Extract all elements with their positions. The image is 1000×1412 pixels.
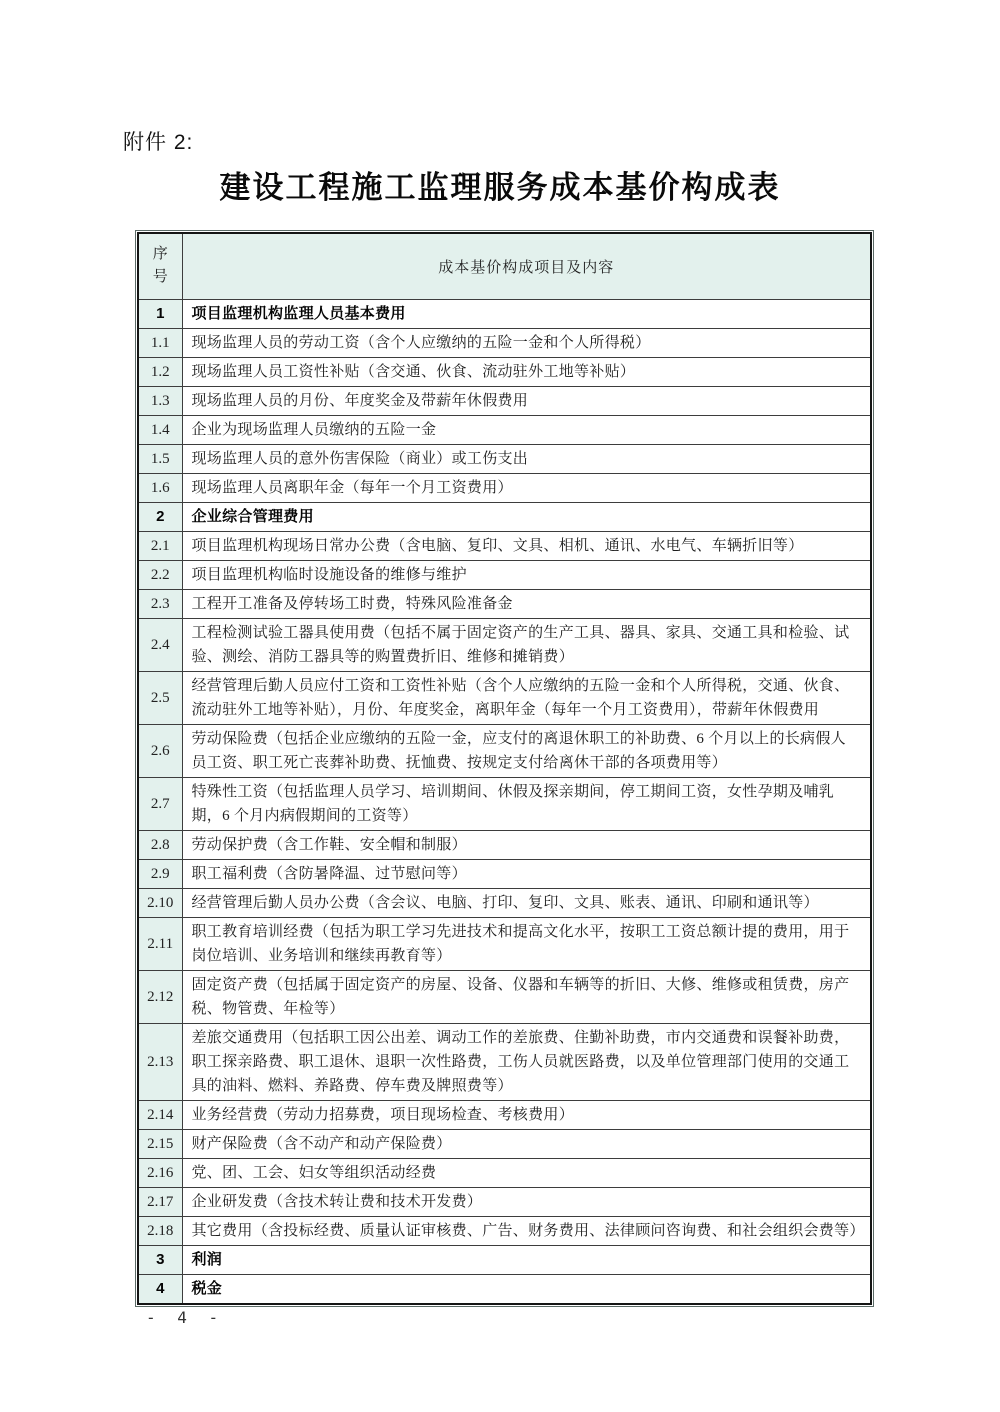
row-number: 2.2 (138, 560, 182, 589)
row-content: 现场监理人员离职年金（每年一个月工资费用） (182, 473, 871, 502)
row-number: 1 (138, 299, 182, 328)
header-cell-content: 成本基价构成项目及内容 (182, 233, 871, 299)
row-number: 2.17 (138, 1187, 182, 1216)
header-number-label: 序号 (152, 246, 168, 286)
row-content: 税金 (182, 1274, 871, 1304)
attachment-label: 附件 2: (123, 131, 194, 154)
table-body (138, 299, 871, 1304)
row-content: 职工教育培训经费（包括为职工学习先进技术和提高文化水平，按职工工资总额计提的费用，用于岗位培训、业务培训和继续再教育等） (182, 917, 871, 970)
table-row (138, 1274, 871, 1304)
row-number: 2.10 (138, 888, 182, 917)
row-content: 项目监理机构临时设施设备的维修与维护 (182, 560, 871, 589)
row-content: 现场监理人员的劳动工资（含个人应缴纳的五险一金和个人所得税） (182, 328, 871, 357)
row-number: 1.6 (138, 473, 182, 502)
row-content: 其它费用（含投标经费、质量认证审核费、广告、财务费用、法律顾问咨询费、和社会组织会费等） (182, 1216, 871, 1245)
row-number: 2.8 (138, 830, 182, 859)
table-row (138, 531, 871, 560)
row-content: 企业研发费（含技术转让费和技术开发费） (182, 1187, 871, 1216)
table-row (138, 888, 871, 917)
table-row (138, 618, 871, 671)
row-content: 财产保险费（含不动产和动产保险费） (182, 1129, 871, 1158)
row-number: 1.5 (138, 444, 182, 473)
table-row (138, 671, 871, 724)
row-number: 1.2 (138, 357, 182, 386)
row-number: 2.12 (138, 970, 182, 1023)
row-content: 劳动保护费（含工作鞋、安全帽和制服） (182, 830, 871, 859)
row-number: 2.14 (138, 1100, 182, 1129)
table-row (138, 589, 871, 618)
row-number: 1.3 (138, 386, 182, 415)
row-number: 2.4 (138, 618, 182, 671)
row-number: 2.6 (138, 724, 182, 777)
table-row (138, 444, 871, 473)
table-row (138, 560, 871, 589)
row-content: 职工福利费（含防暑降温、过节慰问等） (182, 859, 871, 888)
row-content: 经营管理后勤人员办公费（含会议、电脑、打印、复印、文具、账表、通讯、印刷和通讯等） (182, 888, 871, 917)
row-number: 2.15 (138, 1129, 182, 1158)
table-row (138, 415, 871, 444)
row-number: 1.4 (138, 415, 182, 444)
row-number: 2 (138, 502, 182, 531)
table-row (138, 1023, 871, 1100)
row-content: 固定资产费（包括属于固定资产的房屋、设备、仪器和车辆等的折旧、大修、维修或租赁费，房产税、物管费、年检等） (182, 970, 871, 1023)
row-content: 企业为现场监理人员缴纳的五险一金 (182, 415, 871, 444)
cost-composition-table (137, 232, 872, 1305)
table-header (138, 233, 871, 299)
row-content: 工程开工准备及停转场工时费，特殊风险准备金 (182, 589, 871, 618)
table-row (138, 357, 871, 386)
row-number: 2.3 (138, 589, 182, 618)
row-number: 2.9 (138, 859, 182, 888)
row-content: 特殊性工资（包括监理人员学习、培训期间、休假及探亲期间，停工期间工资，女性孕期及哺乳期，6 个月内病假期间的工资等） (182, 777, 871, 830)
table-row (138, 1129, 871, 1158)
row-number: 2.5 (138, 671, 182, 724)
row-content: 劳动保险费（包括企业应缴纳的五险一金，应支付的离退休职工的补助费、6 个月以上的长病假人员工资、职工死亡丧葬补助费、抚恤费、按规定支付给离休干部的各项费用等） (182, 724, 871, 777)
row-number: 2.1 (138, 531, 182, 560)
table-row (138, 299, 871, 328)
row-content: 现场监理人员的意外伤害保险（商业）或工伤支出 (182, 444, 871, 473)
table-row (138, 970, 871, 1023)
row-content: 企业综合管理费用 (182, 502, 871, 531)
row-content: 经营管理后勤人员应付工资和工资性补贴（含个人应缴纳的五险一金和个人所得税，交通、伙食、流动驻外工地等补贴），月份、年度奖金，离职年金（每年一个月工资费用），带薪年休假费用 (182, 671, 871, 724)
row-number: 2.18 (138, 1216, 182, 1245)
row-number: 2.13 (138, 1023, 182, 1100)
row-content: 业务经营费（劳动力招募费，项目现场检查、考核费用） (182, 1100, 871, 1129)
row-content: 现场监理人员的月份、年度奖金及带薪年休假费用 (182, 386, 871, 415)
row-content: 工程检测试验工器具使用费（包括不属于固定资产的生产工具、器具、家具、交通工具和检验、试验、测绘、消防工器具等的购置费折旧、维修和摊销费） (182, 618, 871, 671)
row-number: 4 (138, 1274, 182, 1304)
table-row (138, 473, 871, 502)
row-number: 3 (138, 1245, 182, 1274)
header-row (138, 233, 871, 299)
page-title: 建设工程施工监理服务成本基价构成表 (219, 170, 781, 205)
row-content: 项目监理机构监理人员基本费用 (182, 299, 871, 328)
table-row (138, 1158, 871, 1187)
table-row (138, 777, 871, 830)
page-number: - 4 - (146, 1308, 225, 1327)
row-content: 利润 (182, 1245, 871, 1274)
table-row (138, 1245, 871, 1274)
table-row (138, 1216, 871, 1245)
row-number: 2.7 (138, 777, 182, 830)
table-row (138, 859, 871, 888)
table-row (138, 917, 871, 970)
table-row (138, 1100, 871, 1129)
table-row (138, 1187, 871, 1216)
table-row (138, 502, 871, 531)
table-row (138, 328, 871, 357)
row-content: 党、团、工会、妇女等组织活动经费 (182, 1158, 871, 1187)
row-number: 2.11 (138, 917, 182, 970)
table-row (138, 386, 871, 415)
row-content: 差旅交通费用（包括职工因公出差、调动工作的差旅费、住勤补助费，市内交通费和误餐补助费，职工探亲路费、职工退休、退职一次性路费，工伤人员就医路费，以及单位管理部门使用的交通工具的油料、燃料、养路费、停车费及牌照费等） (182, 1023, 871, 1100)
header-cell-number (138, 233, 182, 299)
row-number: 1.1 (138, 328, 182, 357)
row-content: 项目监理机构现场日常办公费（含电脑、复印、文具、相机、通讯、水电气、车辆折旧等） (182, 531, 871, 560)
row-number: 2.16 (138, 1158, 182, 1187)
table-row (138, 830, 871, 859)
table-row (138, 724, 871, 777)
row-content: 现场监理人员工资性补贴（含交通、伙食、流动驻外工地等补贴） (182, 357, 871, 386)
